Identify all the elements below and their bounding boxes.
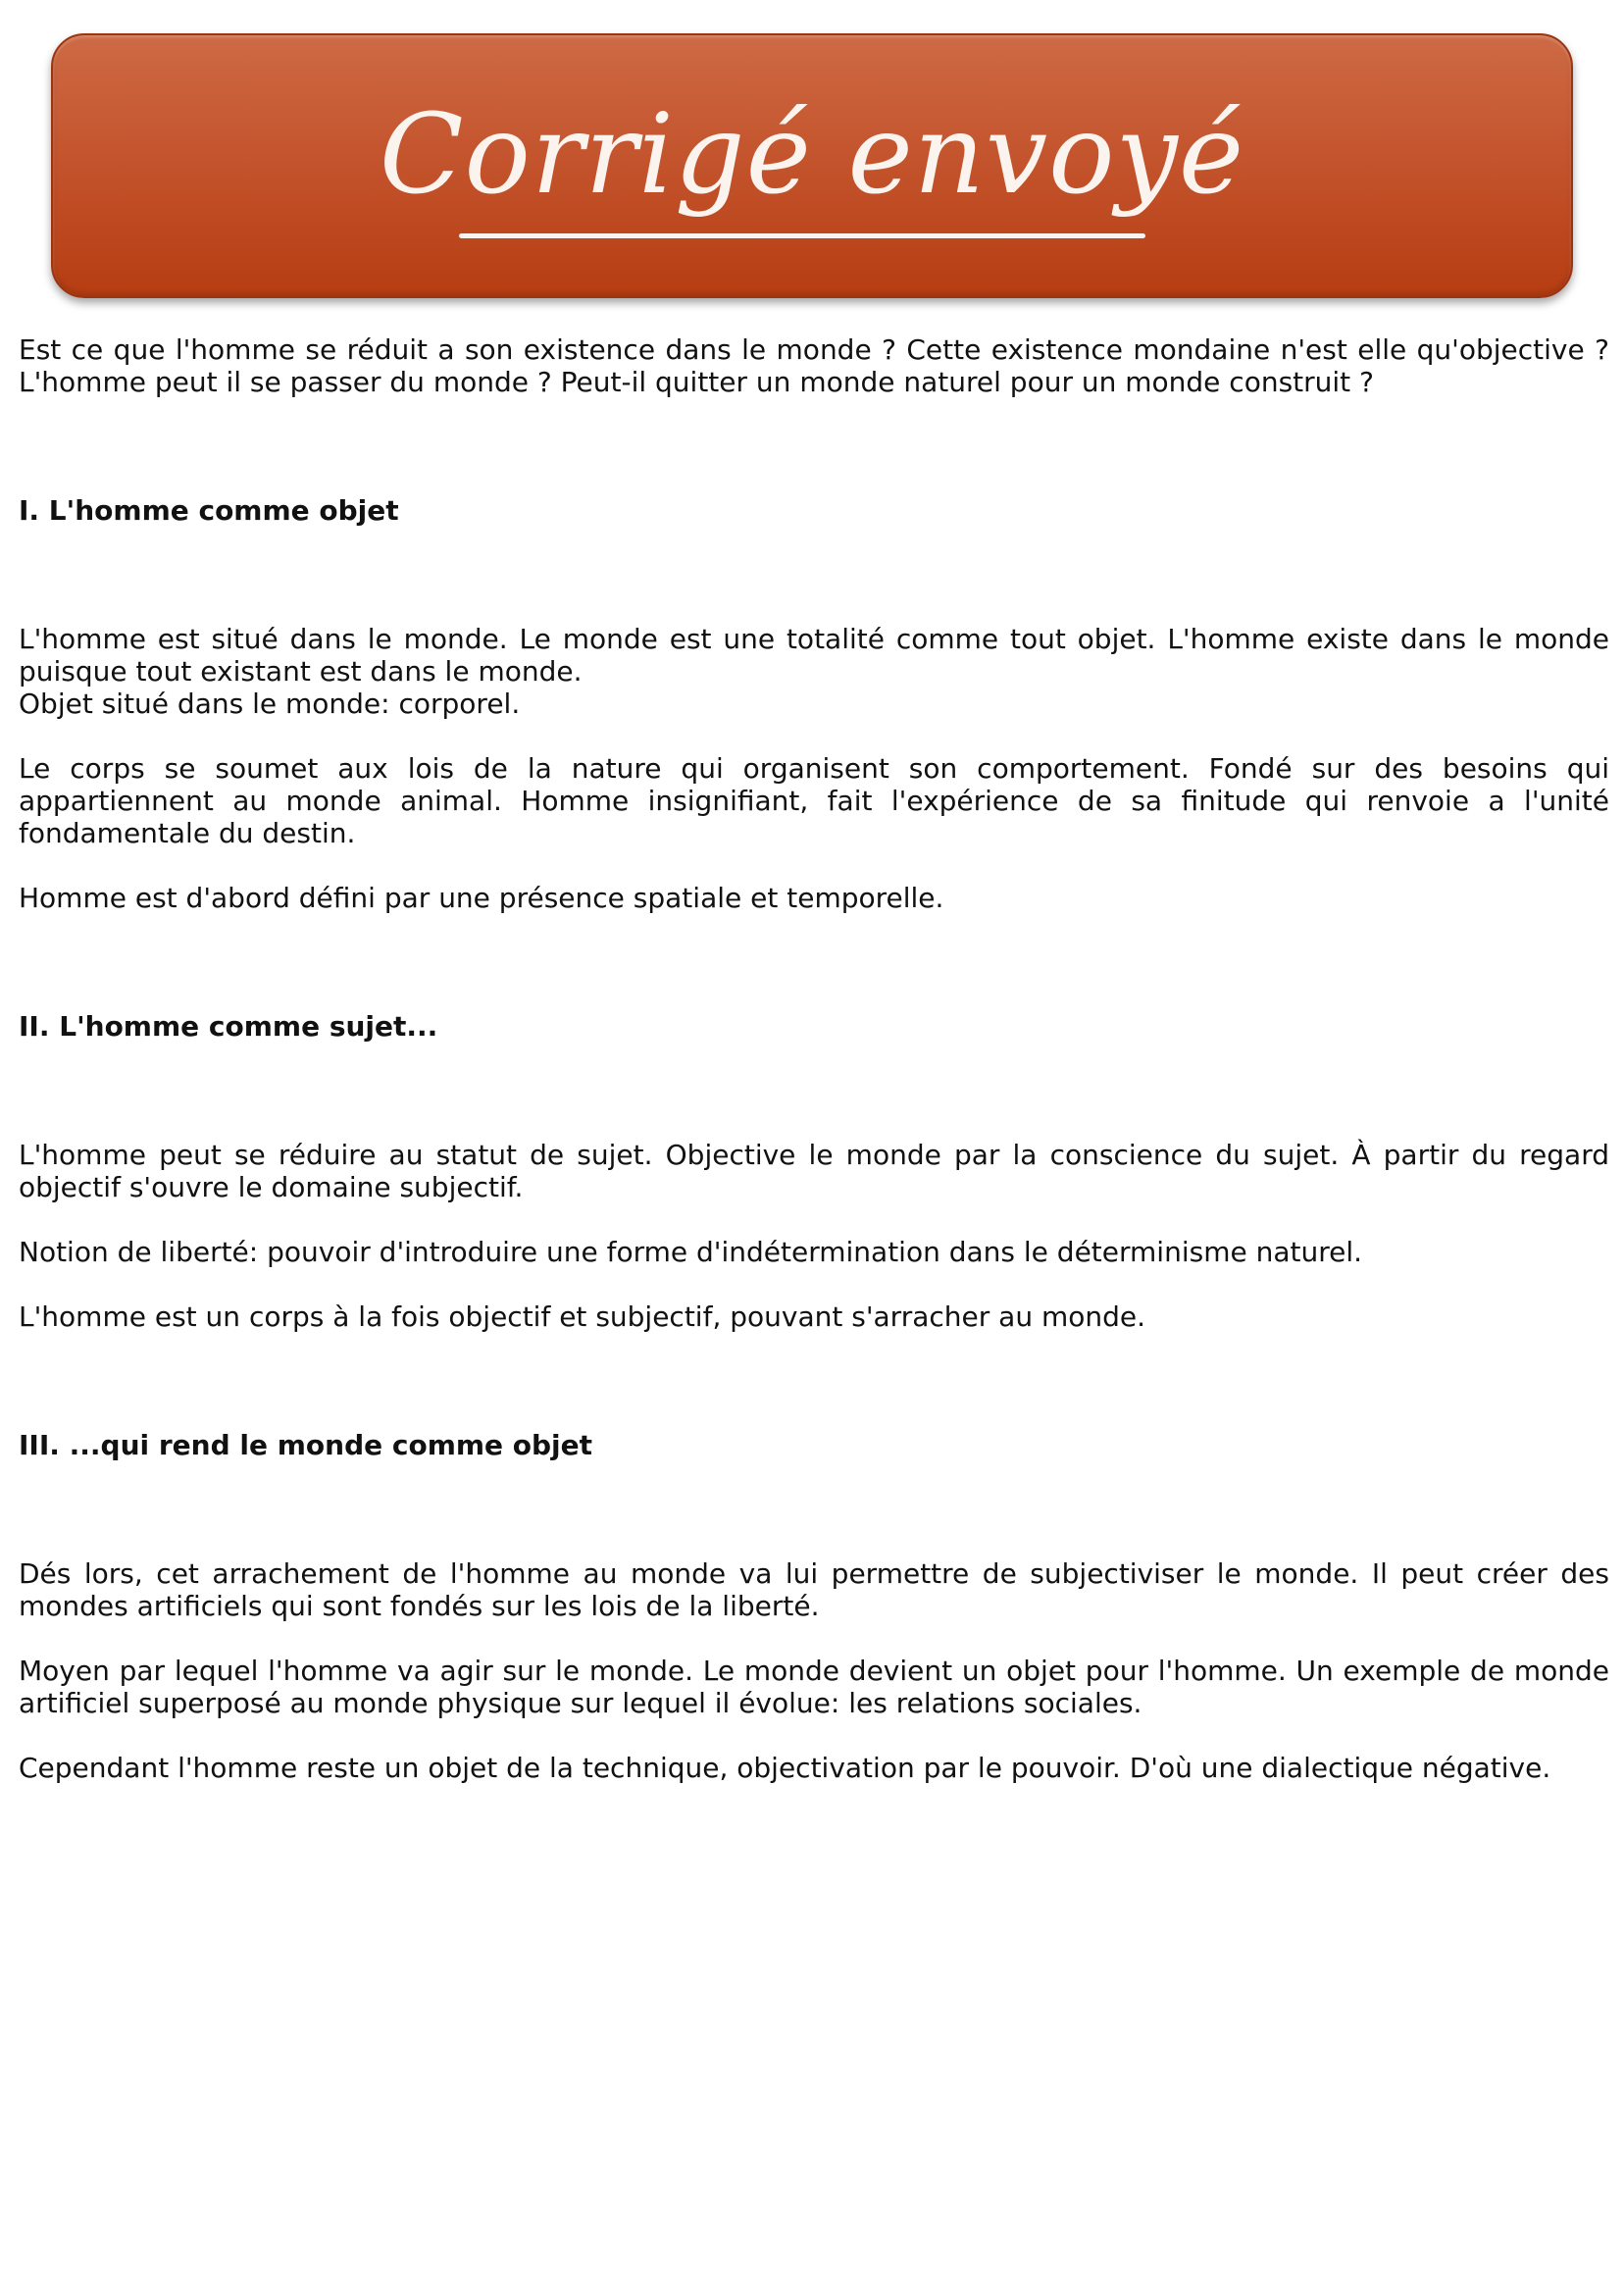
section-3-paragraph: Dés lors, cet arrachement de l'homme au monde va lui permettre de subjectiviser le monde. Il peut créer des mondes artificiels qui sont fondés sur les lois de la liberté. [19,1557,1609,1622]
section-3-heading: III. ...qui rend le monde comme objet [19,1429,593,1461]
intro-paragraph: Est ce que l'homme se réduit a son existence dans le monde ? Cette existence mondaine n'est elle qu'objective ? L'homme peut il se passer du monde ? Peut-il quitter un monde naturel pour un monde construit ? [19,333,1609,398]
section-2-paragraph: L'homme est un corps à la fois objectif et subjectif, pouvant s'arracher au monde. [19,1300,1146,1333]
section-1-paragraph: Homme est d'abord défini par une présence spatiale et temporelle. [19,882,944,914]
banner-title: Corrigé envoyé [379,91,1245,219]
section-2-paragraph: L'homme peut se réduire au statut de sujet. Objective le monde par la conscience du sujet. À partir du regard objectif s'ouvre le domaine subjectif. [19,1139,1609,1203]
banner-underline [459,233,1145,238]
section-2-paragraph: Notion de liberté: pouvoir d'introduire une forme d'indétermination dans le déterminisme naturel. [19,1236,1363,1268]
section-3-paragraph: Moyen par lequel l'homme va agir sur le monde. Le monde devient un objet pour l'homme. Un exemple de monde artificiel superposé au monde physique sur lequel il évolue: les relations sociales. [19,1655,1609,1719]
section-3-paragraph: Cependant l'homme reste un objet de la technique, objectivation par le pouvoir. D'où une dialectique négative. [19,1752,1551,1784]
header-banner [51,33,1573,298]
section-1-paragraph: Objet situé dans le monde: corporel. [19,688,521,720]
section-1-paragraph: L'homme est situé dans le monde. Le monde est une totalité comme tout objet. L'homme existe dans le monde puisque tout existant est dans le monde. [19,623,1609,688]
section-1-heading: I. L'homme comme objet [19,494,399,527]
document-body [19,333,1609,1784]
section-2-heading: II. L'homme comme sujet... [19,1010,438,1043]
section-1-paragraph: Le corps se soumet aux lois de la nature qui organisent son comportement. Fondé sur des besoins qui appartiennent au monde animal. Homme insignifiant, fait l'expérience de sa finitude qui renvoie a l'unité fondamentale du destin. [19,752,1609,849]
